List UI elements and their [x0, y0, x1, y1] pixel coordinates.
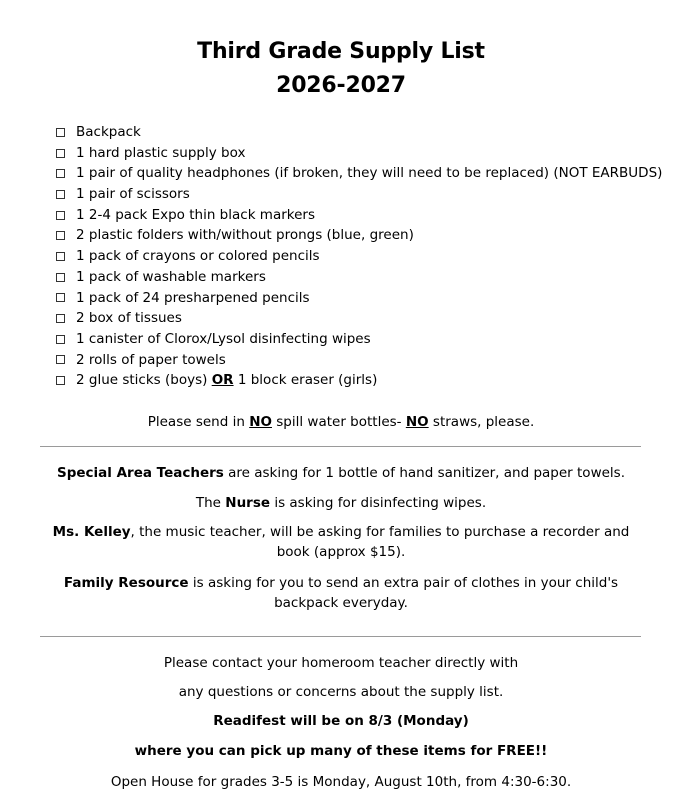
divider — [40, 446, 641, 447]
checkbox[interactable] — [56, 355, 65, 364]
open-house-note: Open House for grades 3-5 is Monday, August 10th, from 4:30-6:30. — [110, 774, 572, 790]
list-item — [56, 288, 662, 309]
item-label: 2 plastic folders with/without prongs (blue, green) — [76, 227, 414, 244]
list-item — [56, 143, 662, 164]
checkbox[interactable] — [56, 293, 65, 302]
item-label: 2 rolls of paper towels — [76, 351, 226, 368]
item-label: 2 glue sticks (boys) OR 1 block eraser (girls) — [76, 372, 378, 389]
supply-checklist — [56, 122, 662, 391]
no-emphasis: NO — [249, 414, 272, 430]
item-label: 1 pack of crayons or colored pencils — [76, 248, 320, 265]
no-emphasis: NO — [405, 414, 429, 430]
item-label: 2 box of tissues — [76, 310, 182, 327]
pickup-note: where you can pick up many of these items for FREE!! — [134, 743, 548, 759]
document-title: Third Grade Supply List — [197, 39, 485, 64]
list-item — [56, 246, 662, 267]
music-teacher-note: Ms. Kelley, the music teacher, will be asking for families to purchase a recorder and book (approx $15). — [52, 524, 630, 560]
list-item — [56, 184, 662, 205]
checkbox[interactable] — [56, 190, 65, 199]
checkbox[interactable] — [56, 273, 65, 282]
or-emphasis: OR — [211, 372, 234, 389]
checkbox[interactable] — [56, 211, 65, 220]
list-item — [56, 267, 662, 288]
checkbox[interactable] — [56, 169, 65, 178]
list-item — [56, 122, 662, 143]
checkbox[interactable] — [56, 231, 65, 240]
nurse-note: The Nurse is asking for disinfecting wipes. — [195, 495, 487, 511]
list-item — [56, 370, 662, 391]
list-item — [56, 163, 662, 184]
school-year: 2026-2027 — [276, 73, 406, 98]
item-label: 1 2-4 pack Expo thin black markers — [76, 206, 316, 223]
list-item — [56, 205, 662, 226]
item-label: 1 pair of scissors — [76, 186, 190, 203]
family-resource-note: Family Resource is asking for you to send an extra pair of clothes in your child's backpack everyday. — [63, 575, 619, 611]
checkbox[interactable] — [56, 252, 65, 261]
checkbox[interactable] — [56, 376, 65, 385]
list-item — [56, 329, 662, 350]
special-area-note: Special Area Teachers are asking for 1 bottle of hand sanitizer, and paper towels. — [57, 465, 625, 481]
checkbox[interactable] — [56, 314, 65, 323]
list-item — [56, 350, 662, 371]
item-label: 1 canister of Clorox/Lysol disinfecting wipes — [76, 330, 371, 347]
item-label: 1 pack of 24 presharpened pencils — [76, 289, 310, 306]
item-label: Backpack — [76, 124, 141, 140]
item-label: 1 hard plastic supply box — [76, 144, 246, 161]
checkbox[interactable] — [56, 128, 65, 137]
item-label: 1 pack of washable markers — [76, 268, 266, 285]
checkbox[interactable] — [56, 149, 65, 158]
item-label: 1 pair of quality headphones (if broken, they will need to be replaced) (NOT EARBUDS) — [76, 165, 663, 182]
checkbox[interactable] — [56, 335, 65, 344]
contact-line-2: any questions or concerns about the supply list. — [178, 684, 504, 700]
readifest-note: Readifest will be on 8/3 (Monday) — [213, 713, 469, 729]
divider — [40, 636, 641, 637]
list-item — [56, 225, 662, 246]
contact-line-1: Please contact your homeroom teacher directly with — [163, 655, 519, 671]
list-item — [56, 308, 662, 329]
water-bottle-note: Please send in NO spill water bottles- NO straws, please. — [147, 414, 535, 430]
